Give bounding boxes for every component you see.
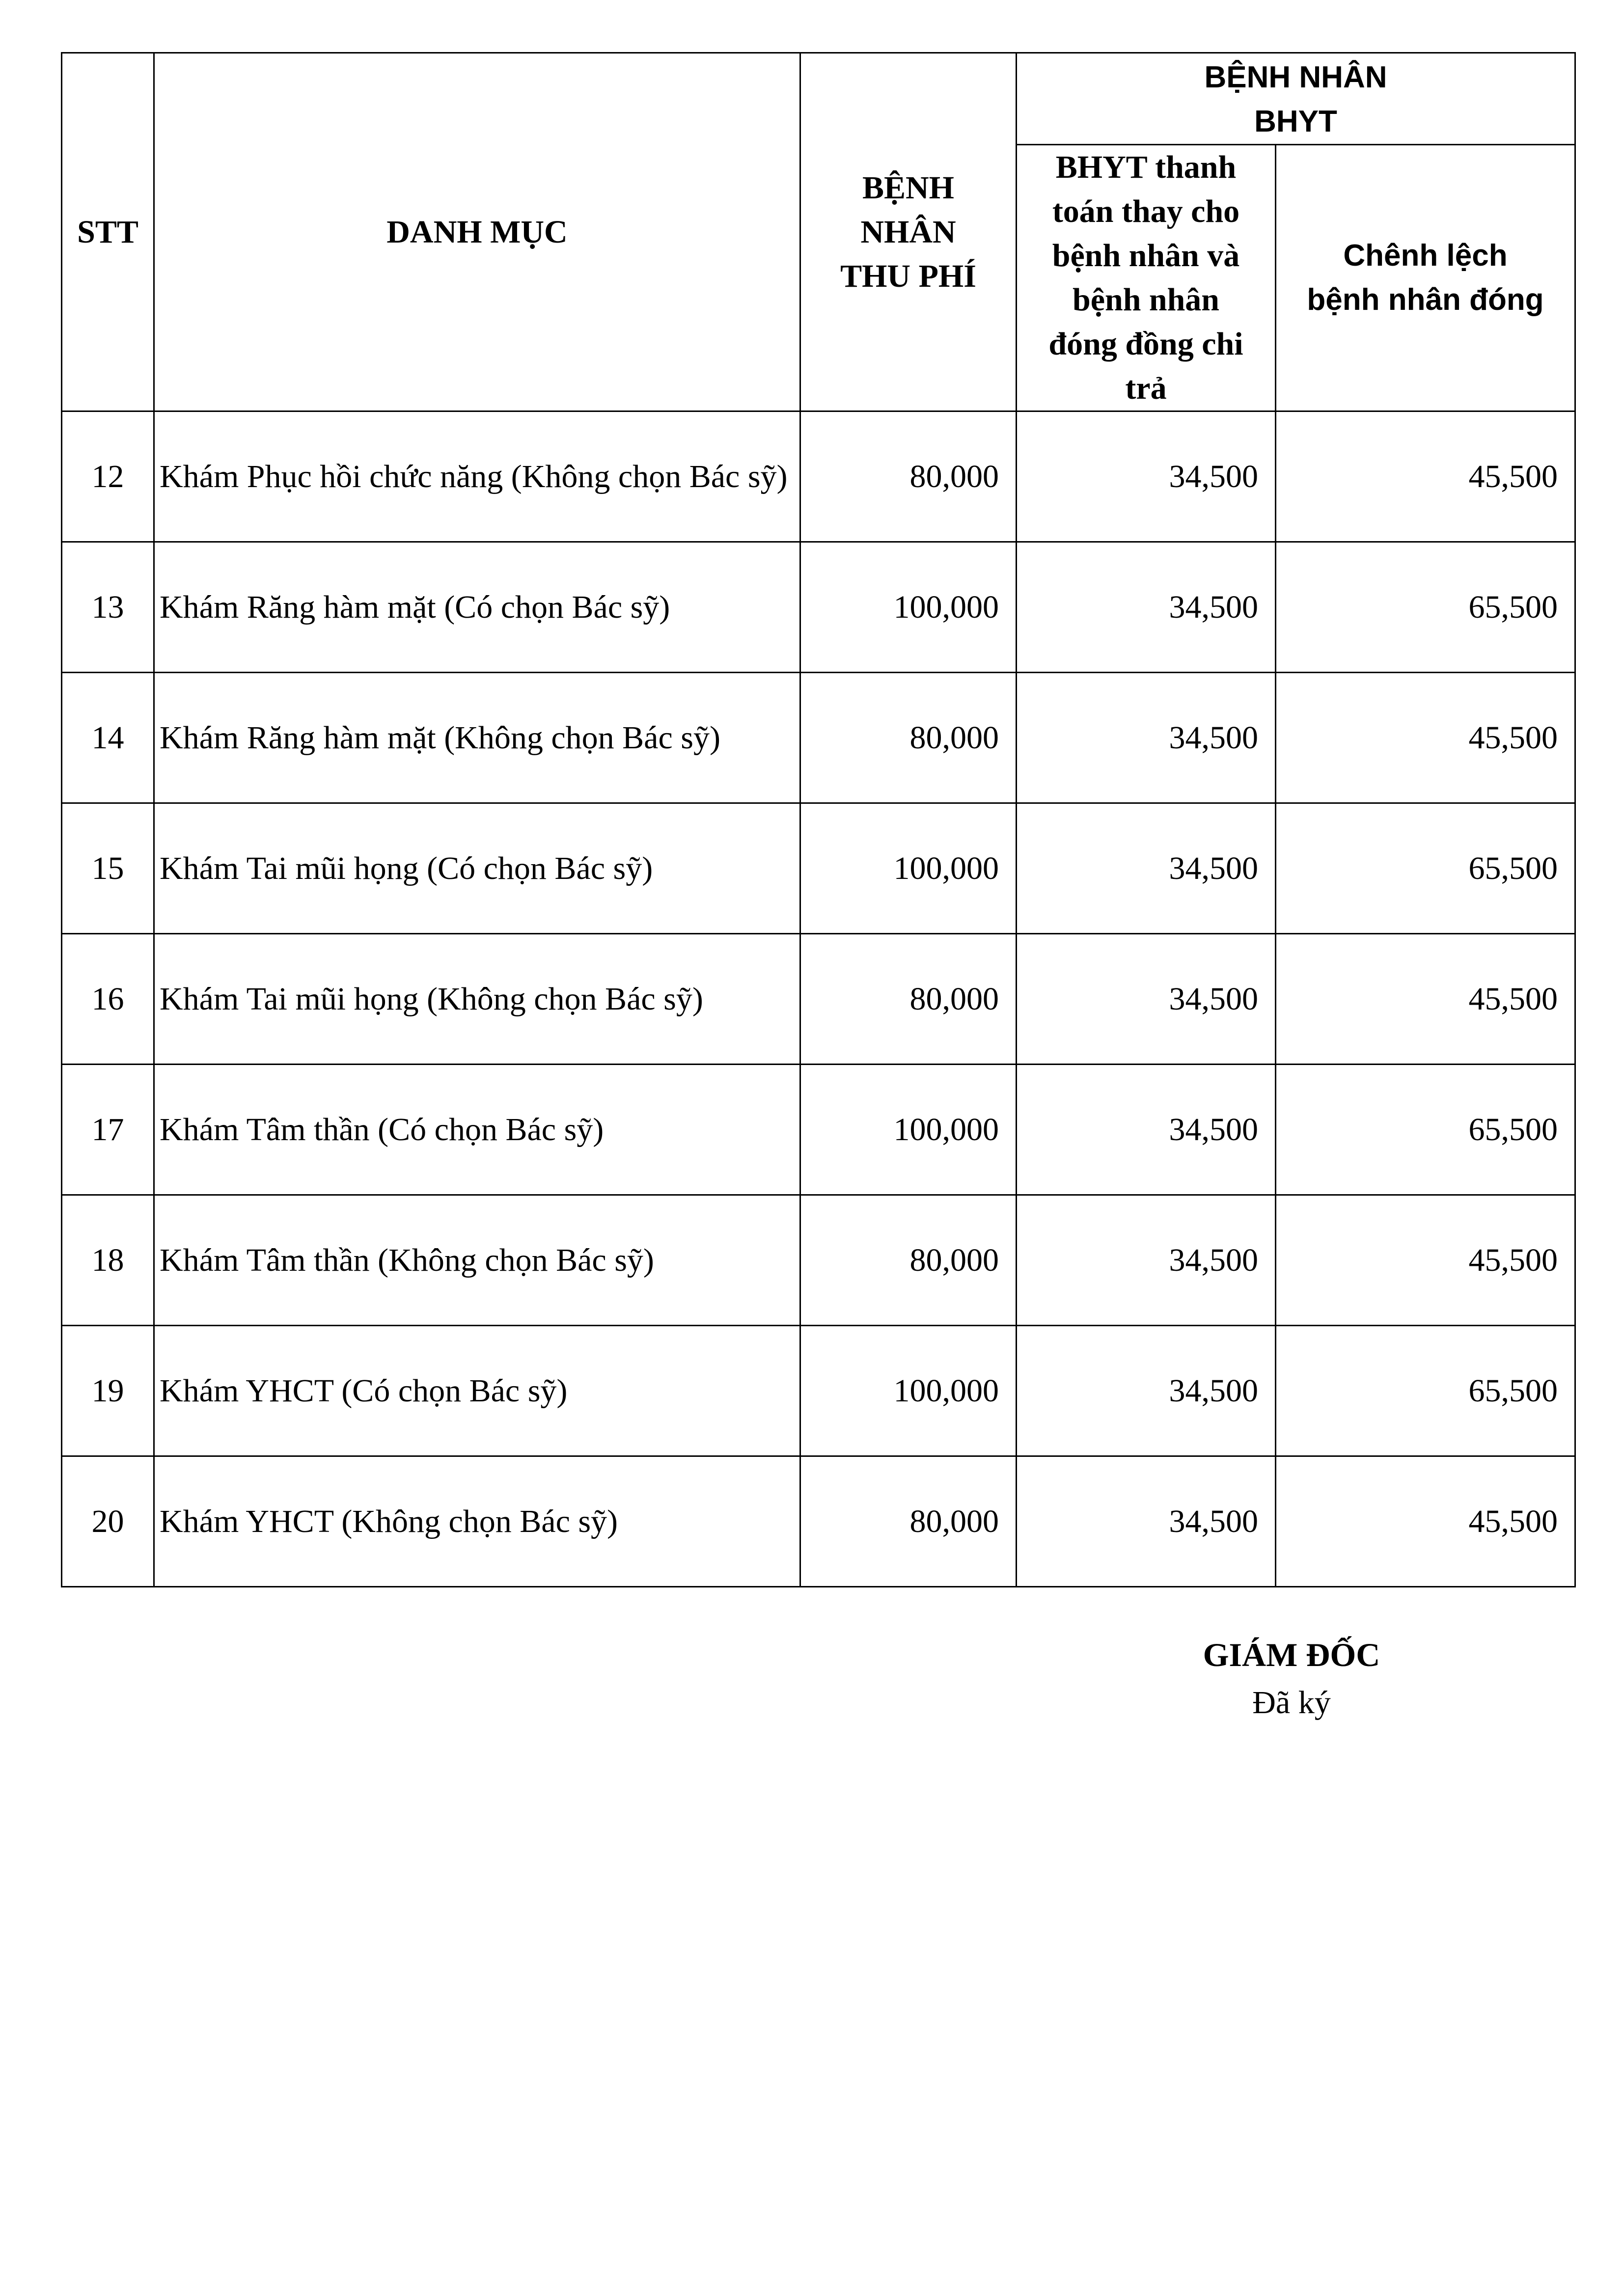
cell-bhyt: 34,500 [1017, 803, 1276, 934]
cell-difference: 45,500 [1276, 1456, 1575, 1587]
signature-status: Đã ký [1252, 1685, 1331, 1721]
cell-fee: 100,000 [800, 803, 1017, 934]
cell-fee: 100,000 [800, 1065, 1017, 1195]
signature-block [1144, 1630, 1439, 1726]
cell-stt: 15 [62, 803, 154, 934]
cell-difference: 65,500 [1276, 803, 1575, 934]
cell-stt: 14 [62, 673, 154, 803]
table-row [62, 1326, 1575, 1456]
cell-bhyt: 34,500 [1017, 934, 1276, 1065]
table-row [62, 934, 1575, 1065]
table-row [62, 673, 1575, 803]
cell-difference: 65,500 [1276, 1326, 1575, 1456]
table-row [62, 542, 1575, 673]
cell-fee: 100,000 [800, 542, 1017, 673]
cell-category: Khám YHCT (Có chọn Bác sỹ) [154, 1326, 800, 1456]
header-insured-group: BỆNH NHÂN BHYT [1017, 53, 1575, 145]
cell-category: Khám Tâm thần (Không chọn Bác sỹ) [154, 1195, 800, 1326]
header-difference: Chênh lệch bệnh nhân đóng [1276, 145, 1575, 411]
table-row [62, 803, 1575, 934]
cell-bhyt: 34,500 [1017, 542, 1276, 673]
header-stt: STT [62, 53, 154, 411]
cell-stt: 18 [62, 1195, 154, 1326]
cell-fee: 80,000 [800, 1195, 1017, 1326]
fee-table [61, 52, 1576, 1587]
cell-stt: 12 [62, 411, 154, 542]
cell-difference: 45,500 [1276, 673, 1575, 803]
header-insurance-pays: BHYT thanh toán thay cho bệnh nhân và bệnh nhân đóng đồng chi trả [1017, 145, 1276, 411]
cell-stt: 16 [62, 934, 154, 1065]
table-row [62, 1456, 1575, 1587]
cell-stt: 17 [62, 1065, 154, 1195]
cell-fee: 80,000 [800, 934, 1017, 1065]
table-header [62, 53, 1575, 411]
cell-stt: 20 [62, 1456, 154, 1587]
cell-bhyt: 34,500 [1017, 411, 1276, 542]
cell-difference: 45,500 [1276, 1195, 1575, 1326]
cell-category: Khám Răng hàm mặt (Không chọn Bác sỹ) [154, 673, 800, 803]
cell-fee: 80,000 [800, 673, 1017, 803]
signature-title: GIÁM ĐỐC [1203, 1636, 1380, 1673]
cell-difference: 65,500 [1276, 542, 1575, 673]
cell-category: Khám Tai mũi họng (Có chọn Bác sỹ) [154, 803, 800, 934]
cell-difference: 45,500 [1276, 411, 1575, 542]
cell-category: Khám YHCT (Không chọn Bác sỹ) [154, 1456, 800, 1587]
cell-fee: 80,000 [800, 411, 1017, 542]
table-row [62, 1195, 1575, 1326]
cell-fee: 80,000 [800, 1456, 1017, 1587]
cell-bhyt: 34,500 [1017, 673, 1276, 803]
cell-category: Khám Tai mũi họng (Không chọn Bác sỹ) [154, 934, 800, 1065]
cell-category: Khám Phục hồi chức năng (Không chọn Bác sỹ) [154, 411, 800, 542]
cell-bhyt: 34,500 [1017, 1195, 1276, 1326]
cell-difference: 65,500 [1276, 1065, 1575, 1195]
cell-category: Khám Răng hàm mặt (Có chọn Bác sỹ) [154, 542, 800, 673]
header-category: DANH MỤC [154, 53, 800, 411]
cell-fee: 100,000 [800, 1326, 1017, 1456]
cell-bhyt: 34,500 [1017, 1065, 1276, 1195]
cell-bhyt: 34,500 [1017, 1326, 1276, 1456]
header-fee-patient: BỆNH NHÂN THU PHÍ [800, 53, 1017, 411]
table-body [62, 411, 1575, 1587]
cell-bhyt: 34,500 [1017, 1456, 1276, 1587]
cell-category: Khám Tâm thần (Có chọn Bác sỹ) [154, 1065, 800, 1195]
cell-stt: 13 [62, 542, 154, 673]
table-row [62, 411, 1575, 542]
cell-difference: 45,500 [1276, 934, 1575, 1065]
table-row [62, 1065, 1575, 1195]
cell-stt: 19 [62, 1326, 154, 1456]
